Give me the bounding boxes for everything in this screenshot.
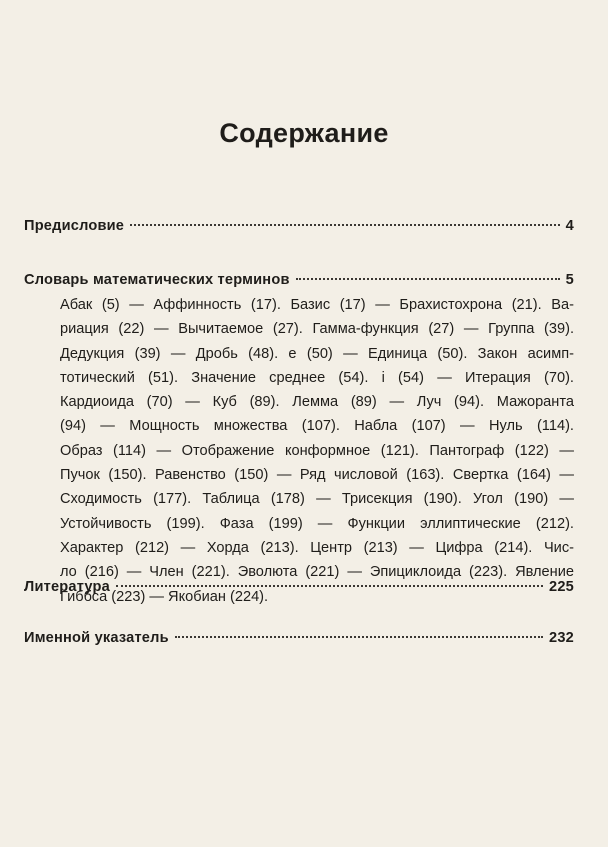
terms-line: Дедукция (39) — Дробь (48). e (50) — Единица (50). Закон асимп- [60, 345, 574, 362]
terms-line: Устойчивость (199). Фаза (199) — Функции эллиптические (212). [60, 515, 574, 532]
toc-entry-label: Предисловие [24, 218, 125, 234]
dot-leader [296, 278, 560, 280]
toc-page-number: 225 [549, 579, 574, 595]
terms-line: Образ (114) — Отображение конформное (121). Пантограф (122) — [60, 442, 574, 459]
toc-entry-dictionary[interactable] [24, 272, 574, 288]
terms-line: Сходимость (177). Таблица (178) — Трисекция (190). Угол (190) — [60, 491, 574, 508]
toc-page-number: 232 [549, 630, 574, 646]
terms-line: (94) — Мощность множества (107). Набла (107) — Нуль (114). [60, 418, 574, 435]
dot-leader [116, 585, 543, 587]
terms-line: риация (22) — Вычитаемое (27). Гамма-функция (27) — Группа (39). [60, 321, 574, 338]
terms-line: тотический (51). Значение среднее (54). i (54) — Итерация (70). [60, 369, 574, 386]
terms-line: Пучок (150). Равенство (150) — Ряд числовой (163). Свертка (164) — [60, 467, 574, 484]
toc-entry-name-index[interactable] [24, 630, 574, 646]
toc-entry-literature[interactable] [24, 579, 574, 595]
toc-entry-preface[interactable] [24, 218, 574, 234]
terms-line: Характер (212) — Хорда (213). Центр (213) — Цифра (214). Чис- [60, 539, 574, 556]
terms-list [60, 293, 574, 609]
terms-line: Гиббса (223) — Якобиан (224). [60, 588, 269, 605]
dot-leader [175, 636, 543, 638]
toc-entry-label: Словарь математических терминов [24, 272, 290, 288]
page-title: Содержание [219, 118, 389, 148]
terms-line: Кардиоида (70) — Куб (89). Лемма (89) — Луч (94). Мажоранта [60, 394, 574, 411]
toc-page-number: 5 [565, 272, 574, 288]
terms-line: Абак (5) — Аффинность (17). Базис (17) — Брахистохрона (21). Ва- [60, 297, 574, 313]
terms-line: ло (216) — Член (221). Эволюта (221) — Эпициклоида (223). Явление [60, 564, 574, 581]
toc-entry-label: Именной указатель [24, 630, 169, 646]
dot-leader [130, 224, 560, 226]
toc-page-number: 4 [565, 218, 574, 234]
toc-entry-label: Литература [24, 579, 110, 595]
